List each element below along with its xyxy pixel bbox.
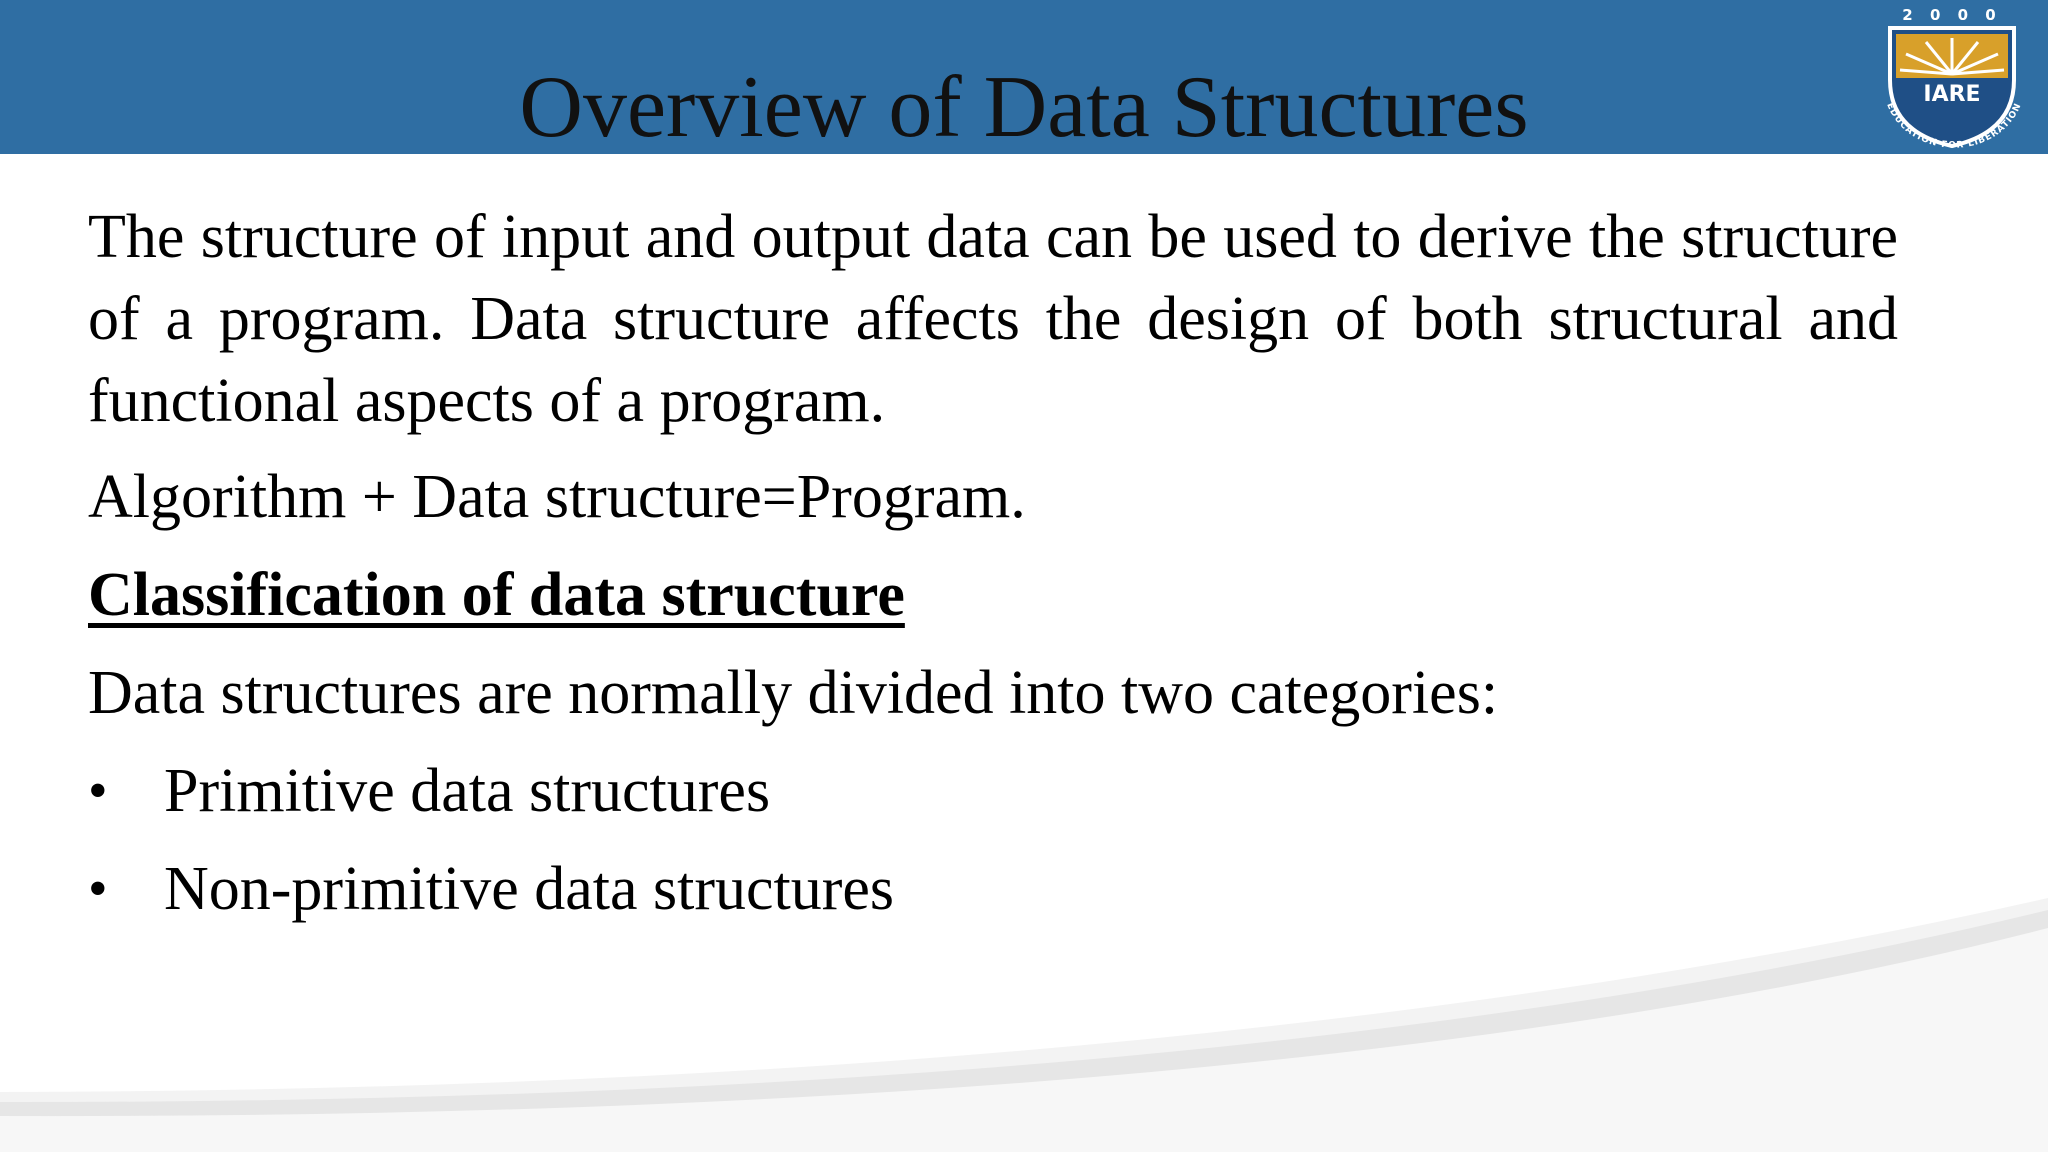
slide-title: Overview of Data Structures [519,59,1529,156]
bullet-icon: • [88,858,108,920]
section-heading: Classification of data structure [88,561,905,629]
logo-tagline: EDUCATION FOR LIBERATION [1884,101,2024,151]
list-item [88,750,1898,832]
categories-intro: Data structures are normally divided into two categories: [88,659,1499,727]
iare-logo [1860,0,2040,154]
slide-body [88,196,1898,946]
list-item-text: Primitive data structures [164,757,771,825]
intro-paragraph: The structure of input and output data can be used to derive the structure of a program. Data structure affects the design of both structural and functional aspects of a program. [88,203,1898,435]
list-item-text: Non-primitive data structures [164,855,895,923]
category-list [88,750,1898,930]
list-item [88,848,1898,930]
logo-name: IARE [1923,82,1981,107]
formula-line: Algorithm + Data structure=Program. [88,463,1026,531]
logo-year: 2 0 0 0 [1902,6,2002,24]
bullet-icon: • [88,760,108,822]
